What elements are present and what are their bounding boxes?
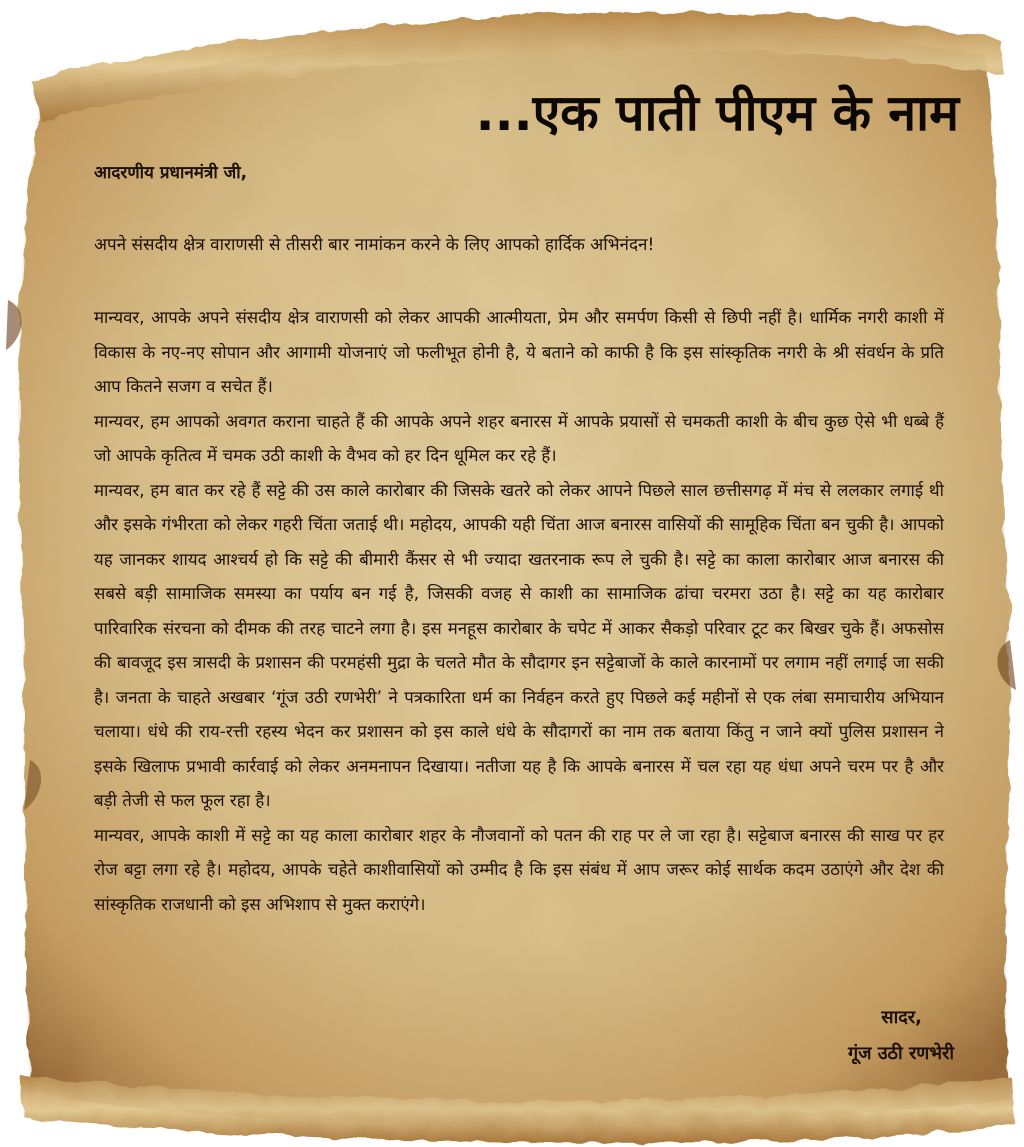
paragraph-satta-issue: मान्यवर, हम बात कर रहे हैं सट्टे की उस काले कारोबार की जिसके खतरे को लेकर आपने पिछले साल छत्तीसगढ़ में मंच से ललकार लगाई थी और इसके गंभीरता को लेकर गहरी चिंता जताई थी। महोदय, आपकी यही चिंता आज बनारस वासियों की सामूहिक चिंता बन चुकी है। आपको यह जानकर शायद आश्चर्य हो कि सट्टे की बीमारी कैंसर से भी ज्यादा खतरनाक रूप ले चुकी है। सट्टे का काला कारोबार आज बनारस की सबसे बड़ी सामाजिक समस्या का पर्याय बन गई है, जिसकी वजह से काशी का सामाजिक ढांचा चरमरा उठा है। सट्टे का यह कारोबार पारिवारिक संरचना को दीमक की तरह चाटने लगा है। इस मनहूस कारोबार के चपेट में आकर सैकड़ो परिवार टूट कर बिखर चुके हैं। अफसोस की बावजूद इस त्रासदी के प्रशासन की परमहंसी मुद्रा के चलते मौत के सौदागर इन सट्टेबाजों के काले कारनामों पर लगाम नहीं लगाई जा सकी है। जनता के चाहते अखबार ‘गूंज उठी रणभेरी’ ने पत्रकारिता धर्म का निर्वहन करते हुए पिछले कई महीनों से एक लंबा समाचारीय अभियान चलाया। धंधे की राय-रत्ती रहस्य भेदन कर प्रशासन को इस काले धंधे के सौदागरों का नाम तक बताया किंतु न जाने क्यों पुलिस प्रशासन ने इसके खिलाफ प्रभावी कार्रवाई को लेकर अनमनापन दिखाया। नतीजा यह है कि आपके बनारस में चल रहा यह धंधा अपने चरम पर है और बड़ी तेजी से फल फूल रहा है। — [94, 479, 944, 810]
paragraph-greeting: अपने संसदीय क्षेत्र वाराणसी से तीसरी बार नामांकन करने के लिए आपको हार्दिक अभिनंदन! — [94, 235, 655, 255]
letter-title: ...एक पाती पीएम के नाम — [475, 84, 959, 142]
paragraph-concern: मान्यवर, हम आपको अवगत कराना चाहते हैं की आपके अपने शहर बनारस में आपके प्रयासों से चमकती काशी के बीच कुछ ऐसे भी धब्बे हैं जो आपके कृतित्व में चमक उठी काशी के वैभव को हर दिन धूमिल कर रहे हैं। — [94, 410, 944, 465]
paragraph-appeal: मान्यवर, आपके काशी में सट्टे का यह काला कारोबार शहर के नौजवानों को पतन की राह पर ले जा रहा है। सट्टेबाज बनारस की साख पर हर रोज बट्टा लगा रहे है। महोदय, आपके चहेते काशीवासियों को उम्मीद है कि इस संबंध में आप जरूर कोई सार्थक कदम उठाएंगे और देश की सांस्कृतिक राजधानी को इस अभिशाप से मुक्त कराएंगे। — [94, 824, 944, 914]
signature: गूंज उठी रणभेरी — [847, 1043, 954, 1064]
letter-closing — [848, 1000, 954, 1072]
paragraph-intro: मान्यवर, आपके अपने संसदीय क्षेत्र वाराणसी को लेकर आपकी आत्मीयता, प्रेम और समर्पण किसी से छिपी नहीं है। धार्मिक नगरी काशी में विकास के नए-नए सोपान और आगामी योजनाएं जो फलीभूत होनी है, ये बताने को काफी है कि इस सांस्कृतिक नगरी के श्री संवर्धन के प्रति आप कितने सजग व सचेत हैं। — [94, 307, 944, 396]
letter — [94, 70, 974, 1110]
closing-regards: सादर, — [881, 1007, 922, 1028]
letter-body — [94, 300, 944, 921]
salutation: आदरणीय प्रधानमंत्री जी, — [94, 163, 248, 183]
